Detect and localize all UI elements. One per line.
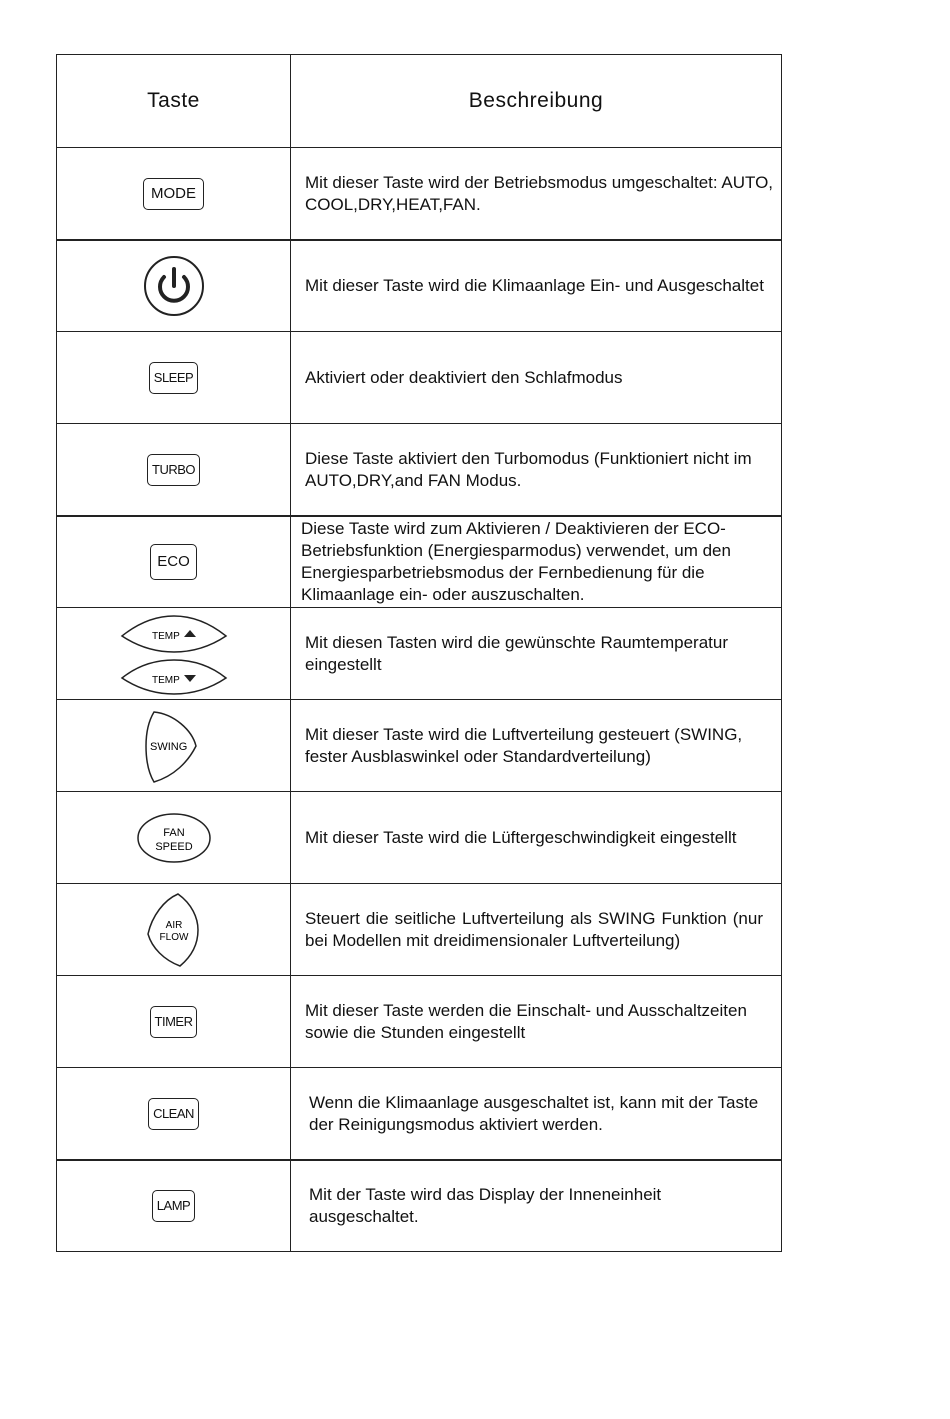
fan-speed-label-1: FAN (162, 826, 185, 839)
key-cell (57, 424, 291, 515)
mode-button: MODE (143, 178, 204, 210)
temp-up-label: TEMP (151, 630, 180, 642)
table-row (57, 791, 781, 883)
temp-down-label: TEMP (151, 674, 180, 686)
power-icon (143, 255, 205, 317)
key-cell (57, 148, 291, 239)
description-cell: Mit dieser Taste wird der Betriebsmodus umgeschaltet: AUTO, COOL,DRY,HEAT,FAN. (305, 172, 774, 214)
up-arrow-icon (184, 630, 196, 637)
key-cell (57, 792, 291, 883)
key-cell (57, 241, 291, 331)
air-flow-button (144, 890, 204, 970)
description-cell: Wenn die Klimaanlage ausgeschaltet ist, kann mit der Taste der Reinigungsmodus aktiviert werden. (309, 1092, 759, 1134)
table-row (57, 331, 781, 423)
table-row (57, 607, 781, 699)
key-cell (57, 517, 291, 607)
swing-button (144, 706, 204, 786)
table-row (57, 975, 781, 1067)
description-cell: Mit dieser Taste werden die Einschalt- und Ausschaltzeiten sowie die Stunden eingestellt (305, 1000, 747, 1042)
swing-label: SWING (149, 740, 187, 753)
table-row (57, 423, 781, 515)
key-cell (57, 884, 291, 975)
description-cell: Mit dieser Taste wird die Lüftergeschwindigkeit eingestellt (305, 827, 737, 847)
key-cell (57, 608, 291, 699)
sleep-button: SLEEP (149, 362, 198, 394)
table-row (57, 699, 781, 791)
key-description-table (56, 54, 782, 1252)
key-cell (57, 976, 291, 1067)
description-cell: Mit der Taste wird das Display der Inneneinheit ausgeschaltet. (309, 1185, 662, 1226)
table-row (57, 883, 781, 975)
air-flow-label-1: AIR (165, 919, 182, 931)
turbo-button: TURBO (147, 454, 200, 486)
fan-speed-button (136, 812, 212, 864)
timer-button: TIMER (150, 1006, 198, 1038)
eco-button: ECO (150, 544, 197, 580)
description-cell: Mit dieser Taste wird die Klimaanlage Ein- und Ausgeschaltet (305, 276, 764, 295)
key-cell (57, 700, 291, 791)
air-flow-label-2: FLOW (159, 931, 188, 943)
key-cell (57, 332, 291, 423)
description-cell: Mit dieser Taste wird die Luftverteilung gesteuert (SWING, fester Ausblaswinkel oder Standardverteilung) (305, 724, 743, 766)
header-key: Taste (57, 55, 291, 147)
description-cell: Aktiviert oder deaktiviert den Schlafmodus (305, 367, 623, 387)
description-cell: Diese Taste aktiviert den Turbomodus (Funktioniert nicht im AUTO,DRY,and FAN Modus. (305, 448, 752, 490)
table-row (57, 1159, 781, 1251)
down-arrow-icon (184, 675, 196, 682)
fan-speed-label-2: SPEED (154, 840, 193, 853)
table-header (57, 55, 781, 147)
description-cell: Diese Taste wird zum Aktivieren / Deaktivieren der ECO-Betriebsfunktion (Energiesparmodus) verwendet, um den Energiesparbetriebsmodus der Fernbedienung für die Klimaanlage ein- oder auszuschalten. (301, 519, 731, 604)
table-row (57, 239, 781, 331)
table-row (57, 147, 781, 239)
table-row (57, 515, 781, 607)
temp-buttons (119, 612, 229, 696)
description-cell: Mit diesen Tasten wird die gewünschte Raumtemperatur eingestellt (305, 632, 729, 674)
description-cell (291, 884, 781, 975)
description-text: Steuert die seitliche Luftverteilung als SWING Funktion (nur bei Modellen mit dreidimensionaler Luftverteilung) (305, 908, 763, 950)
table-row (57, 1067, 781, 1159)
clean-button: CLEAN (148, 1098, 199, 1130)
key-cell (57, 1068, 291, 1159)
header-description: Beschreibung (468, 89, 604, 112)
lamp-button: LAMP (152, 1190, 195, 1222)
key-cell (57, 1161, 291, 1251)
